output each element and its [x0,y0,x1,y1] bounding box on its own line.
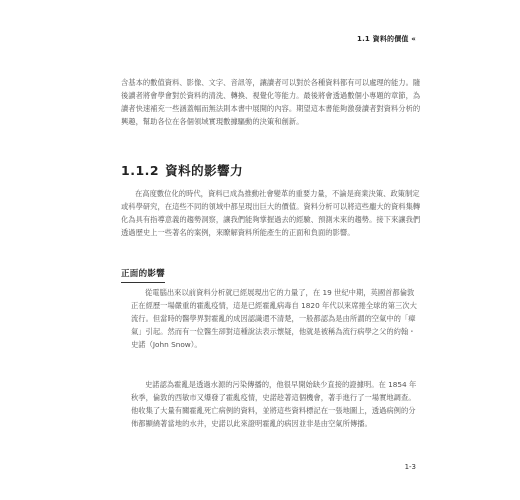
section-heading [121,161,243,179]
section-paragraph: 在高度數位化的時代，資料已成為推動社會變革的重要力量，不論是商業決策、政策制定或科學研究，在這些不同的領域中都呈現出巨大的價值。資料分析可以將這些龐大的資料集轉化為具有指導意義的趨勢洞察，讓我們能夠掌握過去的經驗、預測未來的趨勢。接下來讓我們透過歷史上一些著名的案例，來瞭解資料所能產生的正面和負面的影響。 [121,189,421,237]
page-number: 1-3 [404,463,416,471]
subsection-paragraph-2: 史諾認為霍亂是透過水源的污染傳播的，他很早開始缺少直接的證據明。在 1854 年秋季，倫敦的西敏市又爆發了霍亂疫情，史諾趁著這個機會，著手進行了一場實地調查。他收集了大量有關霍亂死亡病例的資料，並將這些資料標記在一張地圖上，透過病例的分佈都顯繞著當地的水井，史諾以此來證明霍亂的病因並非是由空氣所傳播。 [131,380,417,428]
section-title: 資料的影響力 [165,163,244,178]
section-number: 1.1.2 [121,163,160,178]
subsection-heading: 正面的影響 [121,267,165,283]
subsection-paragraph-1: 從電腦出來以前資料分析就已經展現出它的力量了，在 19 世紀中期，英國首都倫敦正在經歷一場嚴重的霍亂疫情，這是已經霍亂病毒自 1820 年代以來席捲全球的第三次大流行。但當時的醫學界對霍亂的成因認識還不清楚，一般都認為是由所謂的空氣中的「瘴氣」引起。然而有一位醫生卻對這種說法表示懷疑，他就是被稱為流行病學之父的約翰・史諾（John Snow）。 [131,288,417,349]
running-header: 1.1 資料的價值 « [357,35,416,43]
intro-paragraph: 含基本的數值資料、影像、文字、音訊等，讓讀者可以對於各種資料都有可以處理的能力。隨後讀者將會學會對於資料的清洗、轉換、視覺化等能力。最後將會透過數個小專題的章節，為讀者快速補充一些涵蓋幅而無法則本書中展開的內容。期望這本書能夠激發讀者對資料分析的興趣，幫助各位在各個領域實現數據驅動的決策和創新。 [121,78,421,126]
